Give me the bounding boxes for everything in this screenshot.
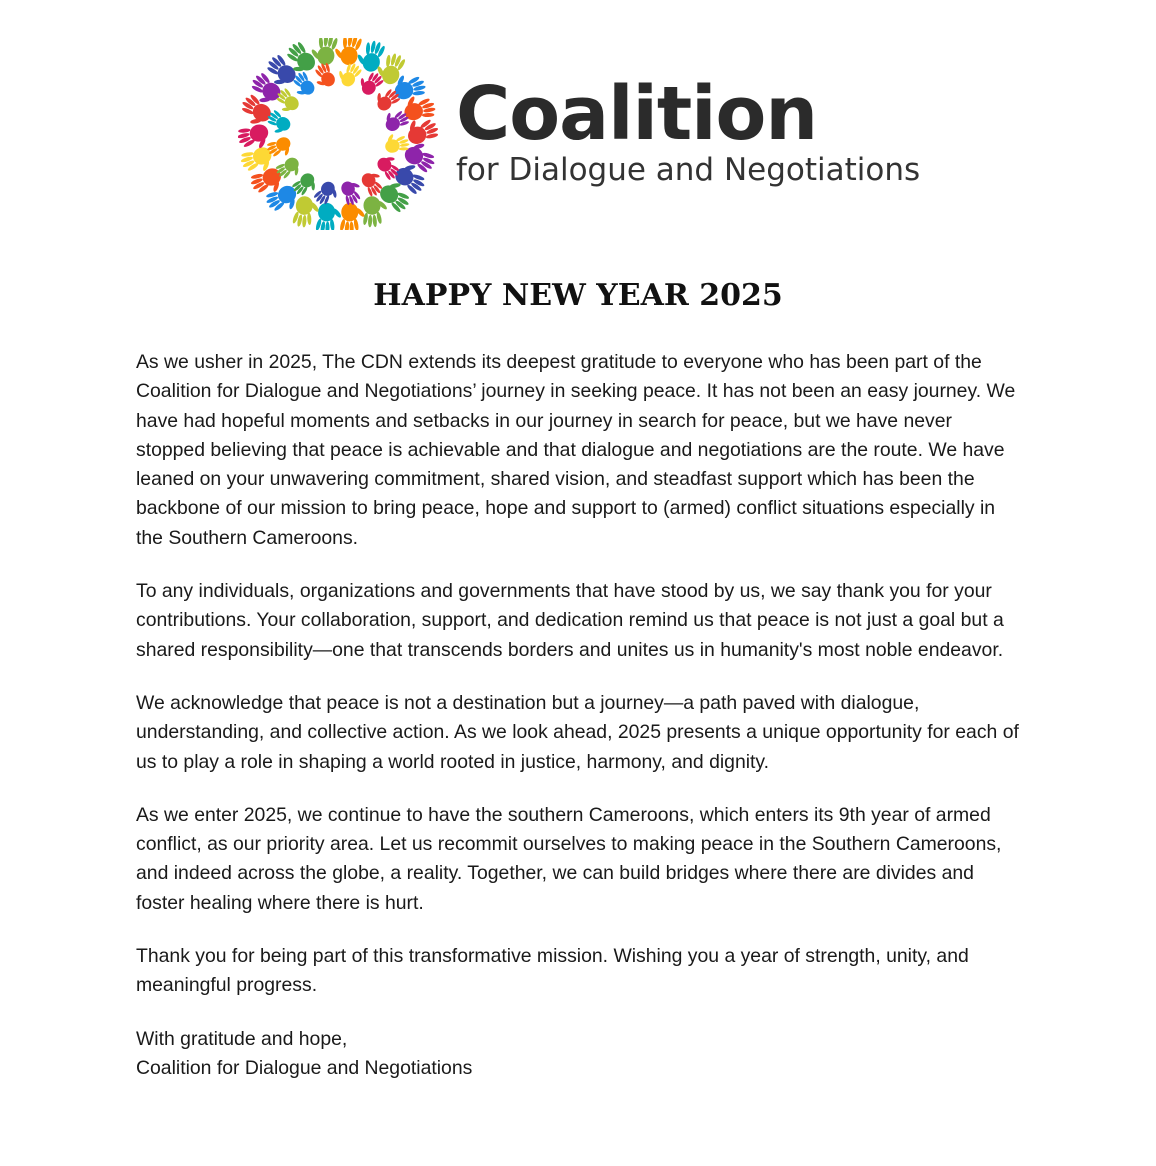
hand-print-icon <box>339 202 366 230</box>
logo-wordmark <box>456 72 920 188</box>
paragraph-priority-area: As we enter 2025, we continue to have the southern Cameroons, which enters its 9th year of armed conflict, as our priority area. Let us recommit ourselves to making peace in the Southern Cameroons, and indeed across the globe, a reality. Together, we can build bridges where there are divides and foster healing where there is hurt. <box>136 803 1002 914</box>
closing-line-1: With gratitude and hope, <box>136 1027 348 1050</box>
logo-title: Coalition <box>456 71 818 157</box>
paragraph-wishes: Thank you for being part of this transformative mission. Wishing you a year of strength, unity, and meaningful progress. <box>136 945 969 997</box>
closing-signature: Coalition for Dialogue and Negotiations <box>136 1056 473 1079</box>
closing-salutation <box>136 1025 1026 1084</box>
hand-print-icon <box>315 202 344 230</box>
coalition-hands-logo <box>238 38 438 230</box>
paragraph-thanks-supporters: To any individuals, organizations and governments that have stood by us, we say thank you for your contributions. Your collaboration, support, and dedication remind us that peace is not just a goal but a shared responsibility—one that transcends borders and unites us in humanity's most noble endeavor. <box>136 580 1004 661</box>
logo-subtitle: for Dialogue and Negotiations <box>456 152 921 188</box>
page-title: HAPPY NEW YEAR 2025 <box>373 278 783 313</box>
letter-body <box>136 348 1026 1083</box>
paragraph-journey: We acknowledge that peace is not a destination but a journey—a path paved with dialogue, understanding, and collective action. As we look ahead, 2025 presents a unique opportunity for each of us to play a role in shaping a world rooted in justice, harmony, and dignity. <box>136 691 1019 773</box>
paragraph-gratitude: As we usher in 2025, The CDN extends its deepest gratitude to everyone who has been part of the Coalition for Dialogue and Negotiations’ journey in seeking peace. It has not been an easy journey. We have had hopeful moments and setbacks in our journey in search for peace, but we have never stopped believing that peace is achievable and that dialogue and negotiations are the route. We have leaned on your unwavering commitment, shared vision, and steadfast support which has been the backbone of our mission to bring peace, hope and support to (armed) conflict situations especially in the Southern Cameroons. <box>136 351 1016 549</box>
